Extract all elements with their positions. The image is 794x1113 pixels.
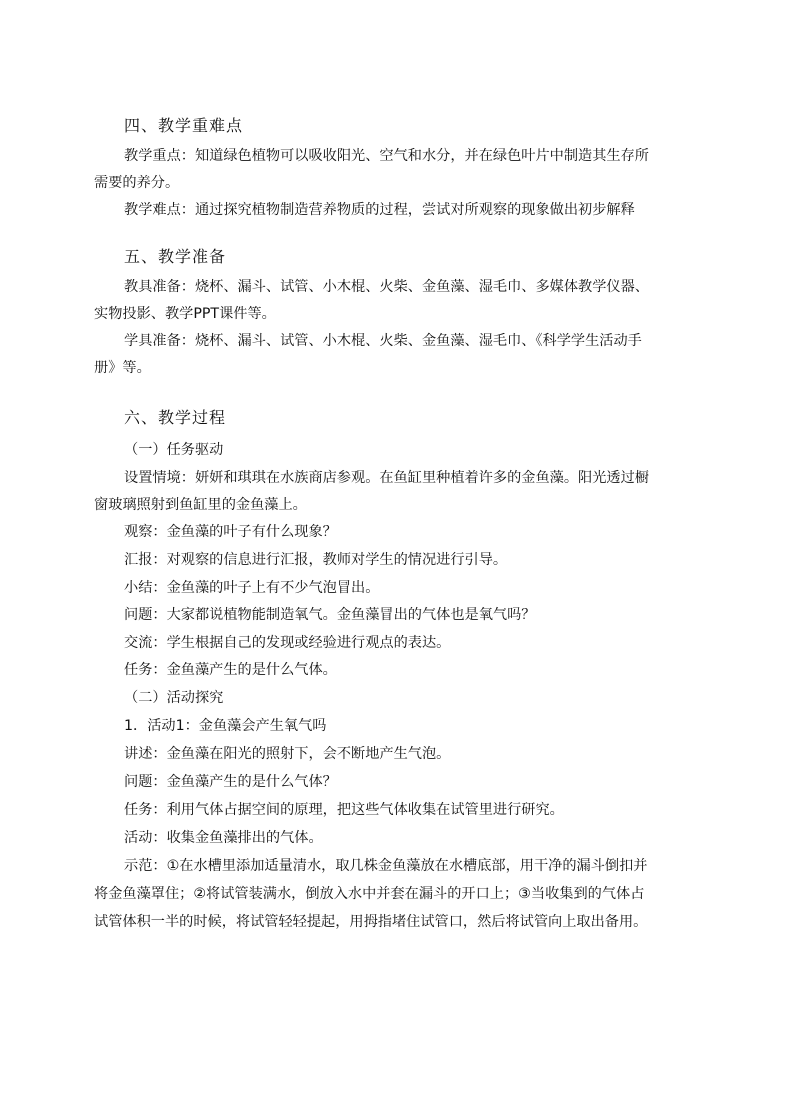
paragraph-line: 教学难点：通过探究植物制造营养物质的过程，尝试对所观察的现象做出初步解释 xyxy=(124,202,635,218)
paragraph-line: 任务：金鱼藻产生的是什么气体。 xyxy=(124,662,337,678)
paragraph-line: 教学重点：知道绿色植物可以吸收阳光、空气和水分，并在绿色叶片中制造其生存所 xyxy=(124,148,649,164)
paragraph-line: 交流：学生根据自己的发现或经验进行观点的表达。 xyxy=(124,635,451,651)
paragraph-line: 1．活动1：金鱼藻会产生氧气吗 xyxy=(124,718,327,734)
subsection-heading: （二）活动探究 xyxy=(124,690,224,706)
paragraph-line: 小结：金鱼藻的叶子上有不少气泡冒出。 xyxy=(124,580,380,596)
paragraph-line: 窗玻璃照射到鱼缸里的金鱼藻上。 xyxy=(94,497,307,513)
paragraph-line: 问题：金鱼藻产生的是什么气体？ xyxy=(124,774,337,790)
section-heading-process: 六、教学过程 xyxy=(124,408,227,427)
paragraph-line: 需要的养分。 xyxy=(94,175,180,191)
paragraph-line: 示范：①在水槽里添加适量清水，取几株金鱼藻放在水槽底部，用干净的漏斗倒扣并 xyxy=(124,858,648,874)
paragraph-line: 观察：金鱼藻的叶子有什么现象？ xyxy=(124,524,337,540)
paragraph-line: 将金鱼藻罩住；②将试管装满水，倒放入水中并套在漏斗的开口上；③当收集到的气体占 xyxy=(94,886,645,902)
paragraph-line: 教具准备：烧杯、漏斗、试管、小木棍、火柴、金鱼藻、湿毛巾、多媒体教学仪器、 xyxy=(124,279,649,295)
paragraph-line: 活动：收集金鱼藻排出的气体。 xyxy=(124,830,323,846)
paragraph-line: 试管体积一半的时候，将试管轻轻提起，用拇指堵住试管口，然后将试管向上取出备用。 xyxy=(94,914,648,930)
paragraph-line: 册》等。 xyxy=(94,360,151,376)
section-heading-preparation: 五、教学准备 xyxy=(124,247,227,266)
section-heading-key-points: 四、教学重难点 xyxy=(124,116,244,135)
paragraph-line: 汇报：对观察的信息进行汇报，教师对学生的情况进行引导。 xyxy=(124,552,508,568)
paragraph-line: 学具准备：烧杯、漏斗、试管、小木棍、火柴、金鱼藻、湿毛巾、《科学学生活动手 xyxy=(124,333,642,349)
paragraph-line: 任务：利用气体占据空间的原理，把这些气体收集在试管里进行研究。 xyxy=(124,802,564,818)
paragraph-line: 讲述：金鱼藻在阳光的照射下，会不断地产生气泡。 xyxy=(124,746,451,762)
subsection-heading: （一）任务驱动 xyxy=(124,442,224,458)
paragraph-line: 问题：大家都说植物能制造氧气。金鱼藻冒出的气体也是氧气吗？ xyxy=(124,607,536,623)
paragraph-line: 设置情境：妍妍和琪琪在水族商店参观。在鱼缸里种植着许多的金鱼藻。阳光透过橱 xyxy=(124,470,649,486)
paragraph-line: 实物投影、教学PPT课件等。 xyxy=(94,306,276,322)
